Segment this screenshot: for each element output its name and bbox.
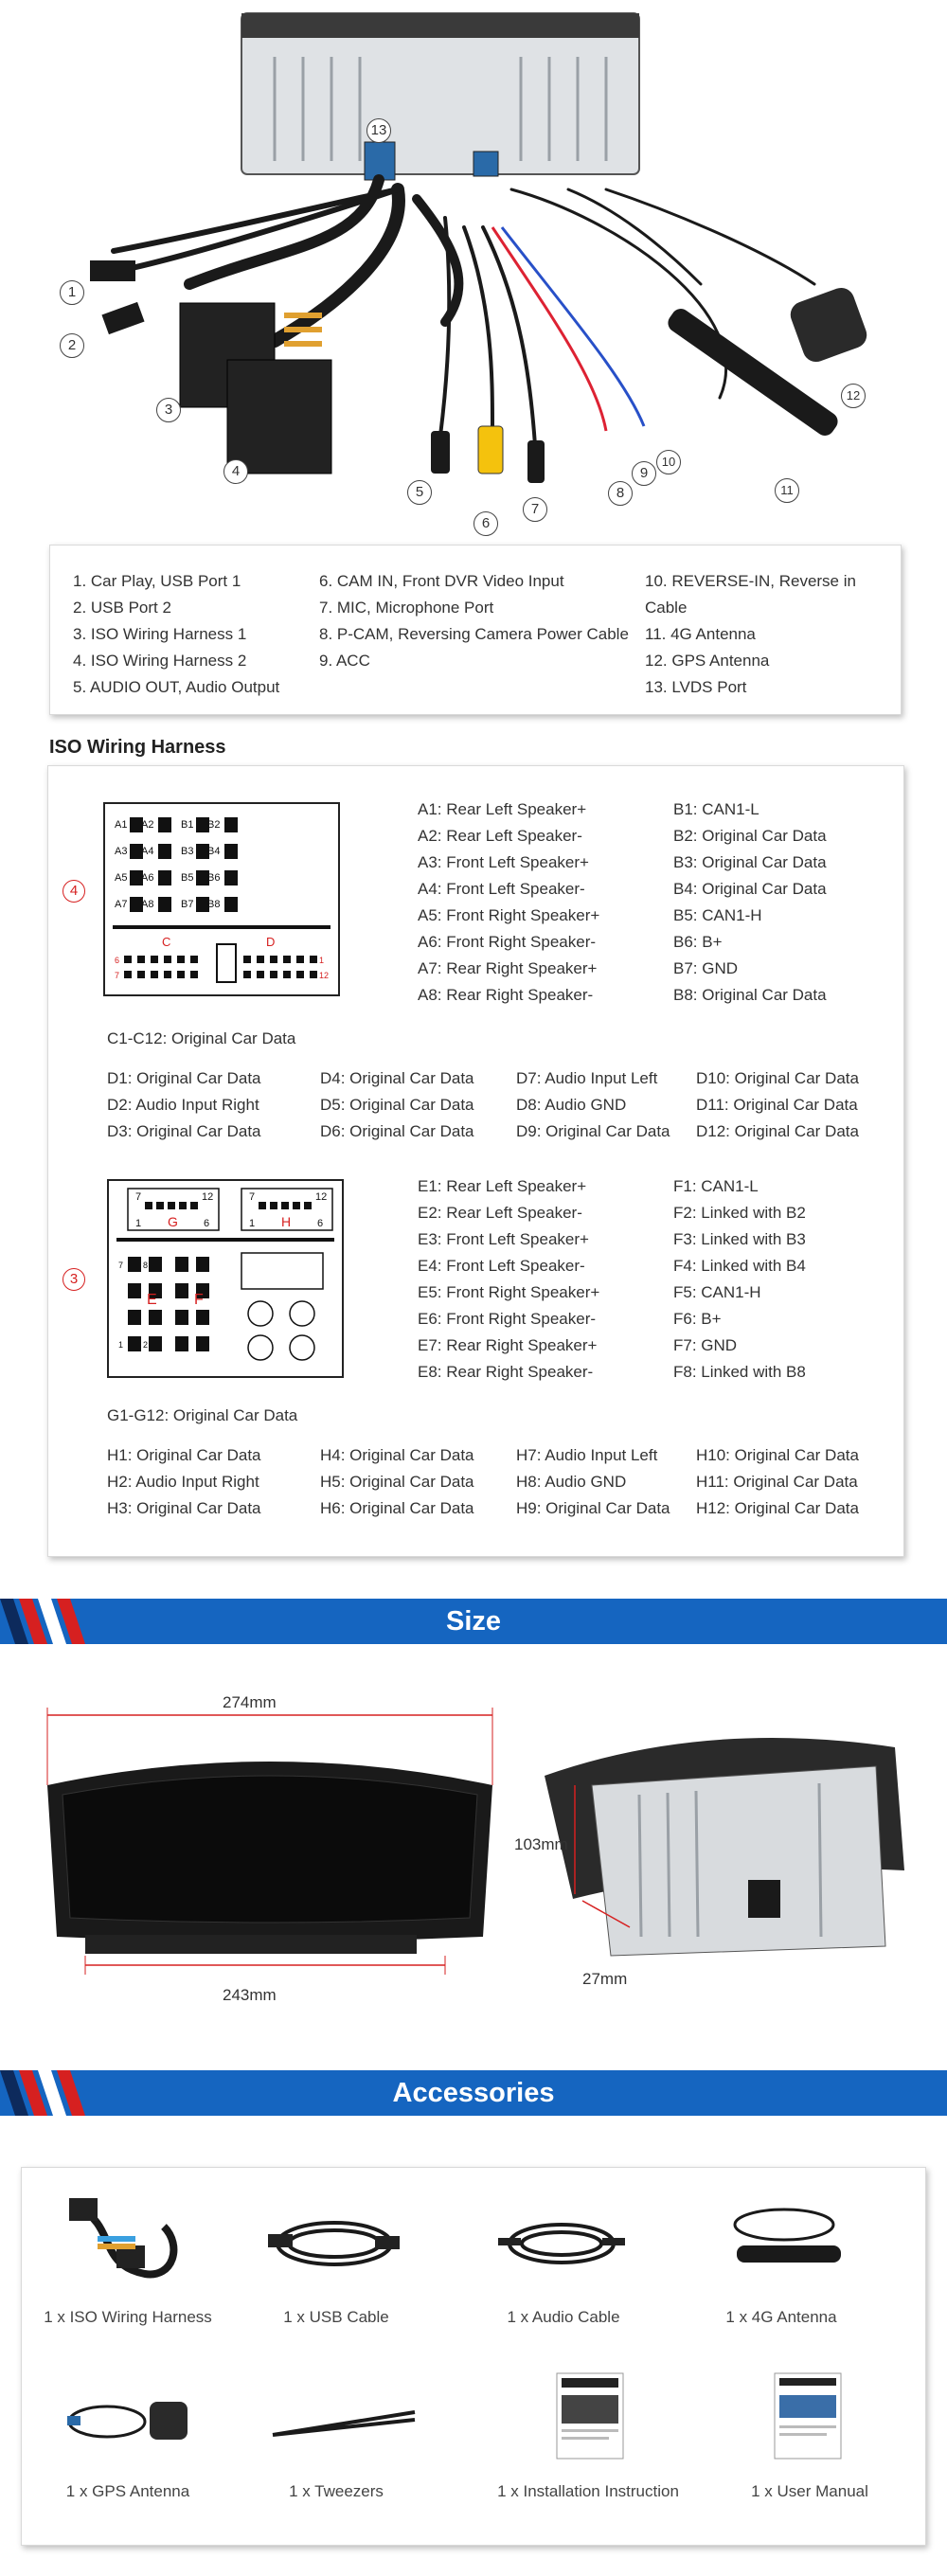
pin-desc: A1: Rear Left Speaker+ bbox=[418, 800, 587, 818]
cable-callout-2: 2 bbox=[60, 333, 84, 358]
pin-label: 12 bbox=[319, 971, 330, 980]
connector-4-pins bbox=[105, 804, 338, 994]
pin-label: 6 bbox=[115, 956, 120, 965]
pin-label: 1 bbox=[135, 1218, 142, 1229]
pin-desc: B3: Original Car Data bbox=[673, 853, 827, 871]
connector-4-d-col-3 bbox=[516, 1065, 670, 1145]
audio-cable-image bbox=[491, 2206, 633, 2281]
cable-callout-5: 5 bbox=[407, 480, 432, 505]
pin-desc: D7: Audio Input Left bbox=[516, 1069, 658, 1087]
accessories-panel bbox=[21, 2167, 926, 2546]
accessory-label: 1 x Tweezers bbox=[289, 2482, 384, 2500]
pin-label: C bbox=[162, 935, 171, 949]
pin-desc: A8: Rear Right Speaker- bbox=[418, 986, 594, 1004]
pin-desc: H4: Original Car Data bbox=[320, 1446, 474, 1464]
pin-label: A4 bbox=[141, 846, 154, 857]
pin-label: 1 bbox=[118, 1340, 124, 1350]
pin-label: B1 bbox=[181, 819, 194, 831]
pin-label: 1 bbox=[319, 956, 325, 965]
accessory-label: 1 x USB Cable bbox=[283, 2308, 389, 2326]
pin-desc: A7: Rear Right Speaker+ bbox=[418, 959, 598, 977]
pin-label: B4 bbox=[207, 846, 221, 857]
pin-label: 6 bbox=[204, 1218, 210, 1229]
pin-desc: D9: Original Car Data bbox=[516, 1122, 670, 1140]
pin-desc: A2: Rear Left Speaker- bbox=[418, 827, 582, 845]
legend-item: 6. CAM IN, Front DVR Video Input bbox=[319, 572, 564, 590]
cable-callout-6: 6 bbox=[474, 511, 498, 536]
legend-item: 12. GPS Antenna bbox=[645, 652, 770, 670]
cable-diagram bbox=[0, 0, 947, 540]
connector-3-h-col-3 bbox=[516, 1442, 670, 1522]
pin-desc: B1: CAN1-L bbox=[673, 800, 759, 818]
pin-label: 7 bbox=[249, 1191, 256, 1203]
pin-label: D bbox=[266, 935, 276, 949]
pin-label: B2 bbox=[207, 819, 221, 831]
accessory-label: 1 x 4G Antenna bbox=[725, 2308, 837, 2326]
pin-desc: E2: Rear Left Speaker- bbox=[418, 1204, 582, 1222]
cable-callout-9: 9 bbox=[632, 461, 656, 486]
accessories-title: Accessories bbox=[392, 2078, 555, 2108]
pin-desc: F1: CAN1-L bbox=[673, 1177, 759, 1195]
pin-desc: B7: GND bbox=[673, 959, 739, 977]
pin-desc: B6: B+ bbox=[673, 933, 723, 951]
iso-wiring-harness-image bbox=[60, 2189, 192, 2293]
pin-desc: F3: Linked with B3 bbox=[673, 1230, 806, 1248]
pin-desc: E8: Rear Right Speaker- bbox=[418, 1363, 594, 1381]
legend-item: 11. 4G Antenna bbox=[645, 625, 756, 643]
pin-desc: H7: Audio Input Left bbox=[516, 1446, 658, 1464]
connector-3-pins bbox=[109, 1181, 342, 1376]
legend-item: 2. USB Port 2 bbox=[73, 599, 171, 617]
size-banner bbox=[0, 1599, 947, 1644]
usb-cable-image bbox=[263, 2206, 405, 2281]
legend-col-2 bbox=[319, 568, 629, 674]
connector-4-b-pins bbox=[673, 796, 827, 1009]
pin-label: A1 bbox=[115, 819, 128, 831]
pin-label: B5 bbox=[181, 872, 194, 884]
pin-desc: B4: Original Car Data bbox=[673, 880, 827, 898]
connector-4-a-pins bbox=[418, 796, 599, 1009]
pin-desc: H10: Original Car Data bbox=[696, 1446, 859, 1464]
dimension-width-top: 274mm bbox=[223, 1693, 277, 1711]
pin-desc: D10: Original Car Data bbox=[696, 1069, 859, 1087]
legend-col-3 bbox=[645, 568, 901, 701]
legend-item: 13. LVDS Port bbox=[645, 678, 747, 696]
head-unit-cable-illustration bbox=[0, 0, 947, 540]
pin-label: H bbox=[281, 1214, 292, 1229]
pin-desc: B5: CAN1-H bbox=[673, 906, 762, 924]
size-side-view bbox=[535, 1681, 914, 1994]
pin-label: B7 bbox=[181, 899, 194, 910]
cable-callout-4: 4 bbox=[223, 459, 248, 484]
pin-label: A3 bbox=[115, 846, 128, 857]
size-front-view bbox=[28, 1681, 521, 1994]
pin-desc: D3: Original Car Data bbox=[107, 1122, 261, 1140]
pin-desc: F4: Linked with B4 bbox=[673, 1257, 806, 1275]
connector-3-diagram bbox=[107, 1179, 344, 1378]
accessory-label: 1 x GPS Antenna bbox=[65, 2482, 190, 2500]
legend-item: 4. ISO Wiring Harness 2 bbox=[73, 652, 247, 670]
pin-desc: D11: Original Car Data bbox=[696, 1096, 858, 1114]
pin-desc: D6: Original Car Data bbox=[320, 1122, 474, 1140]
pin-label: 1 bbox=[249, 1218, 256, 1229]
4g-antenna-image bbox=[718, 2196, 850, 2281]
pin-desc: H3: Original Car Data bbox=[107, 1499, 261, 1517]
legend-item: 1. Car Play, USB Port 1 bbox=[73, 572, 241, 590]
iso-section-title: ISO Wiring Harness bbox=[49, 737, 226, 758]
pin-label: 7 bbox=[115, 971, 120, 980]
pin-desc: B2: Original Car Data bbox=[673, 827, 827, 845]
legend-item: 9. ACC bbox=[319, 652, 370, 670]
pin-desc: E1: Rear Left Speaker+ bbox=[418, 1177, 587, 1195]
pin-label: E bbox=[147, 1292, 157, 1308]
pin-desc: H12: Original Car Data bbox=[696, 1499, 859, 1517]
cable-callout-1: 1 bbox=[60, 280, 84, 305]
pin-desc: A5: Front Right Speaker+ bbox=[418, 906, 600, 924]
accessory-label: 1 x ISO Wiring Harness bbox=[44, 2308, 212, 2326]
accessory-label: 1 x User Manual bbox=[751, 2482, 868, 2500]
pin-label: B3 bbox=[181, 846, 194, 857]
pin-label: 12 bbox=[202, 1191, 214, 1203]
dimension-height: 103mm bbox=[514, 1835, 568, 1853]
accessory-label: 1 x Audio Cable bbox=[507, 2308, 620, 2326]
legend-item: 3. ISO Wiring Harness 1 bbox=[73, 625, 247, 643]
pin-desc: A6: Front Right Speaker- bbox=[418, 933, 597, 951]
pin-label: 7 bbox=[118, 1261, 124, 1270]
pin-desc: F2: Linked with B2 bbox=[673, 1204, 806, 1222]
iso-harness-panel bbox=[47, 765, 904, 1557]
connector-3-h-col-4 bbox=[696, 1442, 859, 1522]
pin-label: A8 bbox=[141, 899, 154, 910]
pin-desc: F7: GND bbox=[673, 1336, 738, 1354]
pin-desc: D2: Audio Input Right bbox=[107, 1096, 259, 1114]
connector-3-f-pins bbox=[673, 1173, 806, 1386]
connector-3-h-col-1 bbox=[107, 1442, 261, 1522]
cable-callout-11: 11 bbox=[775, 478, 799, 503]
pin-label: A5 bbox=[115, 872, 128, 884]
pin-label: 12 bbox=[315, 1191, 328, 1203]
cable-callout-8: 8 bbox=[608, 481, 633, 506]
size-title: Size bbox=[445, 1606, 502, 1637]
installation-instruction-image bbox=[552, 2369, 628, 2463]
pin-label: B8 bbox=[207, 899, 221, 910]
pin-desc: E4: Front Left Speaker- bbox=[418, 1257, 585, 1275]
dimension-width-bottom: 243mm bbox=[223, 1986, 277, 2004]
pin-label: A2 bbox=[141, 819, 154, 831]
legend-item: 10. REVERSE-IN, Reverse in Cable bbox=[645, 572, 856, 617]
pin-label: 8 bbox=[143, 1261, 149, 1270]
pin-desc: H6: Original Car Data bbox=[320, 1499, 474, 1517]
pin-label: F bbox=[194, 1292, 204, 1308]
pin-label: 7 bbox=[135, 1191, 142, 1203]
pin-desc: E7: Rear Right Speaker+ bbox=[418, 1336, 598, 1354]
legend-item: 8. P-CAM, Reversing Camera Power Cable bbox=[319, 625, 629, 643]
accessories-banner bbox=[0, 2070, 947, 2116]
pin-desc: D4: Original Car Data bbox=[320, 1069, 474, 1087]
pin-desc: A3: Front Left Speaker+ bbox=[418, 853, 589, 871]
legend-item: 5. AUDIO OUT, Audio Output bbox=[73, 678, 280, 696]
pin-desc: F6: B+ bbox=[673, 1310, 722, 1328]
pin-desc: H2: Audio Input Right bbox=[107, 1473, 259, 1491]
pin-label: B6 bbox=[207, 872, 221, 884]
dimension-depth: 27mm bbox=[582, 1970, 628, 1988]
pin-label: A7 bbox=[115, 899, 128, 910]
pin-desc: D12: Original Car Data bbox=[696, 1122, 859, 1140]
pin-desc: E5: Front Right Speaker+ bbox=[418, 1283, 600, 1301]
cable-callout-10: 10 bbox=[656, 450, 681, 474]
pin-desc: F5: CAN1-H bbox=[673, 1283, 761, 1301]
pin-desc: F8: Linked with B8 bbox=[673, 1363, 806, 1381]
pin-label: 6 bbox=[317, 1218, 324, 1229]
connector-4-c-note: C1-C12: Original Car Data bbox=[107, 1029, 296, 1047]
pin-desc: H9: Original Car Data bbox=[516, 1499, 670, 1517]
pin-desc: E3: Front Left Speaker+ bbox=[418, 1230, 589, 1248]
pin-label: G bbox=[168, 1214, 178, 1229]
cable-legend bbox=[49, 545, 902, 715]
pin-desc: A4: Front Left Speaker- bbox=[418, 880, 585, 898]
connector-3-e-pins bbox=[418, 1173, 599, 1386]
connector-4-callout: 4 bbox=[63, 880, 85, 903]
connector-3-g-note: G1-G12: Original Car Data bbox=[107, 1406, 298, 1424]
cable-callout-7: 7 bbox=[523, 497, 547, 522]
connector-3-callout: 3 bbox=[63, 1268, 85, 1291]
pin-desc: H11: Original Car Data bbox=[696, 1473, 858, 1491]
legend-col-1 bbox=[73, 568, 279, 701]
pin-desc: H8: Audio GND bbox=[516, 1473, 627, 1491]
pin-desc: B8: Original Car Data bbox=[673, 986, 827, 1004]
pin-label: A6 bbox=[141, 872, 154, 884]
pin-desc: E6: Front Right Speaker- bbox=[418, 1310, 597, 1328]
tweezers-image bbox=[263, 2406, 424, 2444]
pin-desc: D1: Original Car Data bbox=[107, 1069, 261, 1087]
connector-4-diagram bbox=[103, 802, 340, 996]
pin-desc: H1: Original Car Data bbox=[107, 1446, 261, 1464]
connector-4-d-col-1 bbox=[107, 1065, 261, 1145]
cable-callout-13: 13 bbox=[366, 118, 391, 143]
pin-desc: H5: Original Car Data bbox=[320, 1473, 474, 1491]
legend-item: 7. MIC, Microphone Port bbox=[319, 599, 494, 617]
connector-3-h-col-2 bbox=[320, 1442, 474, 1522]
connector-4-d-col-4 bbox=[696, 1065, 859, 1145]
pin-label: 2 bbox=[143, 1340, 149, 1350]
pin-desc: D8: Audio GND bbox=[516, 1096, 627, 1114]
cable-callout-3: 3 bbox=[156, 398, 181, 422]
user-manual-image bbox=[770, 2369, 846, 2463]
connector-4-d-col-2 bbox=[320, 1065, 474, 1145]
cable-callout-12: 12 bbox=[841, 384, 866, 408]
pin-desc: D5: Original Car Data bbox=[320, 1096, 474, 1114]
gps-antenna-image bbox=[60, 2378, 202, 2463]
accessory-label: 1 x Installation Instruction bbox=[497, 2482, 679, 2500]
